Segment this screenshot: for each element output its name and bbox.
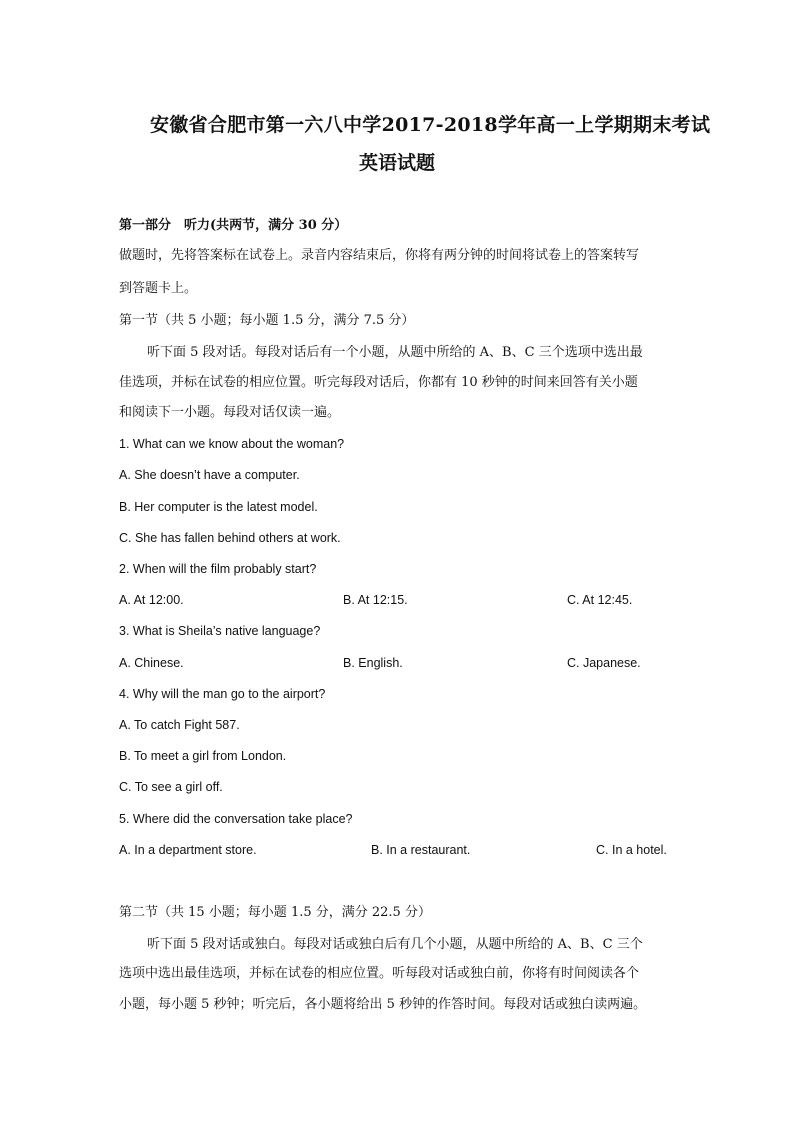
question-3-stem: 3. What is Sheila’s native language? (119, 624, 321, 638)
section2-instruction-line-3: 小题，每小题 5 秒钟；听完后，各小题将给出 5 秒钟的作答时间。每段对话或独白读两遍。 (119, 997, 647, 1012)
question-5-option-c: C. In a hotel. (596, 843, 667, 857)
section2-instruction-line-1: 听下面 5 段对话或独白。每段对话或独白后有几个小题，从题中所给的 A、B、C 三个 (147, 937, 643, 952)
question-2-option-b: B. At 12:15. (343, 593, 408, 607)
part1-intro-line-2: 到答题卡上。 (119, 281, 198, 296)
section1-instruction-line-1: 听下面 5 段对话。每段对话后有一个小题，从题中所给的 A、B、C 三个选项中选出最 (147, 345, 643, 360)
question-1-option-b: B. Her computer is the latest model. (119, 500, 318, 514)
question-1-option-a: A. She doesn’t have a computer. (119, 468, 300, 482)
question-1-stem: 1. What can we know about the woman? (119, 437, 345, 451)
question-5-option-b: B. In a restaurant. (371, 843, 471, 857)
part1-intro-line-1: 做题时，先将答案标在试卷上。录音内容结束后，你将有两分钟的时间将试卷上的答案转写 (119, 248, 640, 263)
question-4-stem: 4. Why will the man go to the airport? (119, 687, 326, 701)
part1-heading: 第一部分 听力(共两节，满分 30 分） (119, 218, 348, 233)
question-1-option-c: C. She has fallen behind others at work. (119, 531, 341, 545)
question-2-option-c: C. At 12:45. (567, 593, 633, 607)
section2-heading: 第二节（共 15 小题；每小题 1.5 分，满分 22.5 分） (119, 905, 431, 920)
exam-title: 安徽省合肥市第一六八中学2017-2018学年高一上学期期末考试 (150, 114, 711, 136)
question-2-stem: 2. When will the film probably start? (119, 562, 317, 576)
question-3-option-b: B. English. (343, 656, 403, 670)
question-5-option-a: A. In a department store. (119, 843, 257, 857)
question-4-option-c: C. To see a girl off. (119, 780, 223, 794)
question-2-option-a: A. At 12:00. (119, 593, 184, 607)
question-3-option-a: A. Chinese. (119, 656, 184, 670)
question-5-stem: 5. Where did the conversation take place? (119, 812, 353, 826)
question-4-option-b: B. To meet a girl from London. (119, 749, 287, 763)
section2-instruction-line-2: 选项中选出最佳选项，并标在试卷的相应位置。听每段对话或独白前，你将有时间阅读各个 (119, 966, 640, 981)
exam-subtitle: 英语试题 (358, 152, 435, 174)
question-4-option-a: A. To catch Fight 587. (119, 718, 240, 732)
section1-heading: 第一节（共 5 小题；每小题 1.5 分，满分 7.5 分） (119, 313, 415, 328)
section1-instruction-line-3: 和阅读下一小题。每段对话仅读一遍。 (119, 405, 341, 420)
question-3-option-c: C. Japanese. (567, 656, 641, 670)
section1-instruction-line-2: 佳选项，并标在试卷的相应位置。听完每段对话后，你都有 10 秒钟的时间来回答有关小题 (119, 375, 638, 390)
